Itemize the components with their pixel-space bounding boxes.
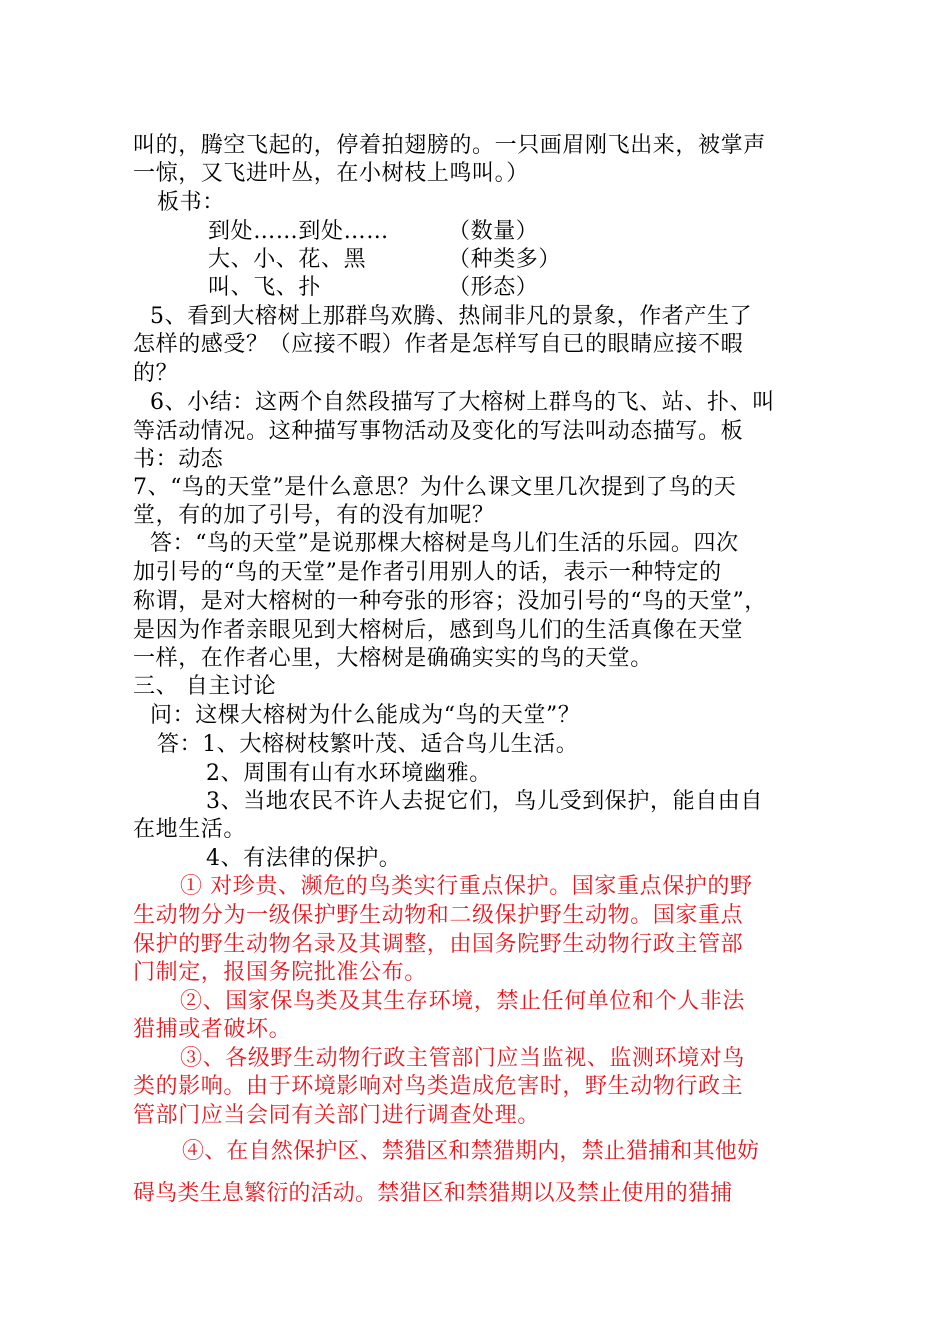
law-text-line: ③、各级野生动物行政主管部门应当监视、监测环境对鸟 xyxy=(180,1046,746,1071)
board-row-item: 到处……到处…… xyxy=(208,219,389,244)
law-text-line: 类的影响。由于环境影响对鸟类造成危害时，野生动物行政主 xyxy=(133,1074,744,1099)
text-line: 在地生活。 xyxy=(133,817,247,842)
law-text-line: 生动物分为一级保护野生动物和二级保护野生动物。国家重点 xyxy=(133,903,744,928)
text-line: 是因为作者亲眼见到大榕树后，感到鸟儿们的生活真像在天堂 xyxy=(133,618,744,643)
law-text-line: ① 对珍贵、濒危的鸟类实行重点保护。国家重点保护的野 xyxy=(180,874,753,899)
section-heading: 三、 自主讨论 xyxy=(133,674,277,699)
board-row-note: （数量） xyxy=(448,219,539,244)
text-line: 6、小结：这两个自然段描写了大榕树上群鸟的飞、站、扑、叫 xyxy=(150,390,775,415)
law-text-line: 猎捕或者破坏。 xyxy=(133,1017,292,1042)
text-line: 5、看到大榕树上那群鸟欢腾、热闹非凡的景象，作者产生了 xyxy=(150,304,753,329)
law-text-line: 门制定，报国务院批准公布。 xyxy=(133,960,427,985)
law-text-line: ④、在自然保护区、禁猎区和禁猎期内，禁止猎捕和其他妨 xyxy=(182,1139,760,1164)
text-line: 怎样的感受？（应接不暇）作者是怎样写自已的眼睛应接不暇 xyxy=(133,332,744,357)
text-line: 堂，有的加了引号，有的没有加呢？ xyxy=(133,503,495,528)
text-line: 2、周围有山有水环境幽雅。 xyxy=(206,761,492,786)
text-line: 叫的，腾空飞起的，停着拍翅膀的。一只画眉刚飞出来，被掌声 xyxy=(133,133,766,158)
board-row-note: （种类多） xyxy=(448,247,562,272)
text-line: 3、当地农民不许人去捉它们，鸟儿受到保护，能自由自 xyxy=(206,789,763,814)
text-line: 一惊，又飞进叶丛，在小树枝上鸣叫。） xyxy=(133,161,529,186)
board-row-item: 叫、飞、扑 xyxy=(208,275,322,300)
text-line: 问：这棵大榕树为什么能成为“鸟的天堂”？ xyxy=(150,703,581,728)
text-line: 的？ xyxy=(133,361,179,386)
board-heading: 板书： xyxy=(157,190,225,215)
text-line: 等活动情况。这种描写事物活动及变化的写法叫动态描写。板 xyxy=(133,419,744,444)
law-text-line: 碍鸟类生息繁衍的活动。禁猎区和禁猎期以及禁止使用的猎捕 xyxy=(133,1181,733,1206)
law-text-line: 管部门应当会同有关部门进行调查处理。 xyxy=(133,1103,540,1128)
law-text-line: 保护的野生动物名录及其调整，由国务院野生动物行政主管部 xyxy=(133,932,744,957)
text-line: 4、有法律的保护。 xyxy=(206,846,402,871)
text-line: 书：动态 xyxy=(133,447,224,472)
text-line: 答：“鸟的天堂”是说那棵大榕树是鸟儿们生活的乐园。四次 xyxy=(150,531,739,556)
text-line: 一样，在作者心里，大榕树是确确实实的鸟的天堂。 xyxy=(133,646,653,671)
board-row-item: 大、小、花、黑 xyxy=(208,247,367,272)
law-text-line: ②、国家保鸟类及其生存环境，禁止任何单位和个人非法 xyxy=(180,989,746,1014)
board-row-note: （形态） xyxy=(448,275,539,300)
text-line: 答：1、大榕树枝繁叶茂、适合鸟儿生活。 xyxy=(157,732,579,757)
text-line: 加引号的“鸟的天堂”是作者引用别人的话，表示一种特定的 xyxy=(133,560,722,585)
text-line: 称谓，是对大榕树的一种夸张的形容；没加引号的“鸟的天堂”， xyxy=(133,589,767,614)
text-line: 7、“鸟的天堂”是什么意思？为什么课文里几次提到了鸟的天 xyxy=(133,475,737,500)
